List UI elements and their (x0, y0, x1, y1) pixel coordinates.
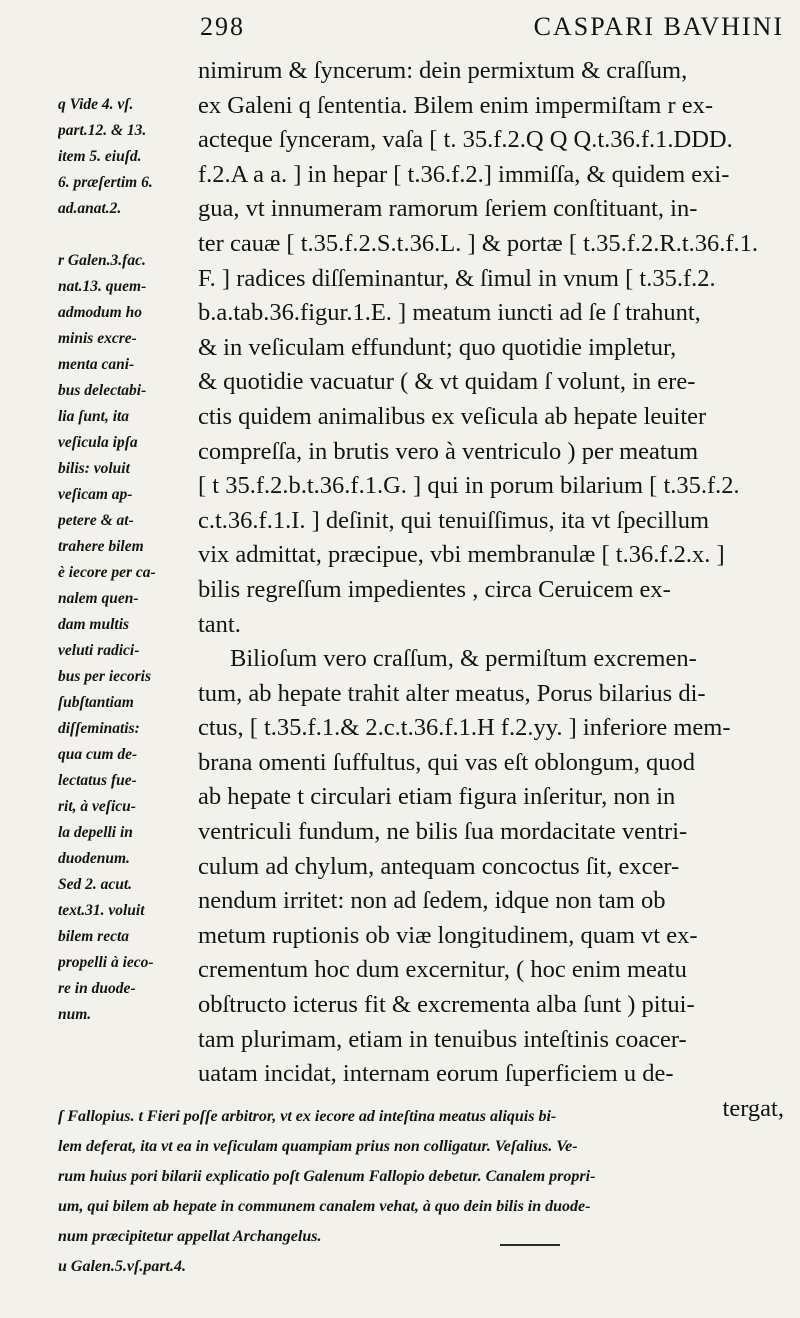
footnote-line: num præcipitetur appellat Archangelus. (58, 1228, 322, 1245)
margin-note-line: admodum ho (58, 304, 142, 321)
footnote-line: lem deferat, ita vt ea in veſiculam quampiam prius non colligatur. Veſalius. Ve- (58, 1138, 578, 1155)
text-line: bilis regreſſum impedientes , circa Ceruicem ex- (198, 575, 671, 603)
text-line: c.t.36.f.1.I. ] deſinit, qui tenuiſſimus, ita vt ſpecillum (198, 506, 710, 534)
margin-gap (58, 222, 194, 248)
margin-note-line: Sed 2. acut. (58, 876, 133, 893)
text-line: nimirum & ſyncerum: dein permixtum & craſſum, (198, 57, 688, 84)
text-line: brana omenti ſuffultus, qui vas eſt oblongum, quod (198, 748, 695, 776)
text-line: gua, vt innumeram ramorum ſeriem conſtituant, in- (198, 195, 698, 223)
text-line: compreſſa, in brutis vero à ventriculo ) per meatum (198, 437, 699, 465)
text-line: acteque ſynceram, vaſa [ t. 35.f.2.Q Q Q.t.36.f.1.DDD. (198, 126, 733, 154)
margin-note-line: minis excre- (58, 330, 137, 347)
margin-note-line: veluti radici- (58, 642, 140, 659)
text-line: Bilioſum vero craſſum, & permiſtum excremen- (230, 645, 697, 673)
text-line: F. ] radices diſſeminantur, & ſimul in vnum [ t.35.f.2. (198, 264, 716, 292)
margin-note-line: trahere bilem (58, 538, 144, 555)
text-line: tant. (198, 610, 241, 638)
text-line: ctis quidem animalibus ex veſicula ab hepate leuiter (198, 402, 707, 430)
margin-note-line: bilis: voluit (58, 460, 130, 477)
margin-note-line: rit, à veſicu- (58, 798, 136, 815)
running-head: CASPARI BAVHINI (533, 12, 784, 41)
margin-note-line: ſubſtantiam (58, 694, 134, 711)
margin-note-line: 6. præſertim 6. (58, 174, 153, 191)
margin-note-line: bus delectabi- (58, 382, 147, 399)
text-line: tergat, (722, 1094, 784, 1122)
margin-note-line: lia ſunt, ita (58, 408, 130, 425)
text-line: tum, ab hepate trahit alter meatus, Porus bilarius di- (198, 679, 706, 707)
margin-note-line: veſicula ipſa (58, 434, 138, 451)
margin-note-line: dam multis (58, 616, 130, 633)
margin-note-line: ad.anat.2. (58, 200, 122, 217)
margin-note-line: re in duode- (58, 980, 136, 997)
text-line: culum ad chylum, antequam concoctus ſit, excer- (198, 852, 680, 880)
margin-notes (58, 92, 194, 1028)
margin-note-line: r Galen.3.fac. (58, 252, 146, 269)
main-text (198, 54, 794, 1126)
text-line: ventriculi fundum, ne bilis ſua mordacitate ventri- (198, 818, 688, 846)
footnote-line: ſ Fallopius. t Fieri poſſe arbitror, vt ex iecore ad inteſtina meatus aliquis bi- (58, 1108, 557, 1125)
margin-note-line: bilem recta (58, 928, 130, 945)
margin-note-line: part.12. & 13. (58, 122, 147, 139)
footnotes (58, 1102, 794, 1282)
text-line: [ t 35.f.2.b.t.36.f.1.G. ] qui in porum bilarium [ t.35.f.2. (198, 472, 740, 500)
page-header (200, 8, 790, 48)
text-line: obſtructo icterus fit & excrementa alba ſunt ) pitui- (198, 991, 695, 1019)
ornamental-flourish (500, 1238, 560, 1246)
page-number: 298 (200, 12, 245, 41)
text-line: ter cauæ [ t.35.f.2.S.t.36.L. ] & portæ [ t.35.f.2.R.t.36.f.1. (198, 229, 759, 257)
margin-note-line: duodenum. (58, 850, 130, 867)
text-line: b.a.tab.36.figur.1.E. ] meatum iuncti ad ſe ſ trahunt, (198, 299, 701, 327)
margin-note-line: diſſeminatis: (58, 720, 140, 737)
margin-note-line: la depelli in (58, 824, 133, 841)
text-line: vix admittat, præcipue, vbi membranulæ [ t.36.f.2.x. ] (198, 541, 725, 569)
text-line: crementum hoc dum excernitur, ( hoc enim meatu (198, 956, 687, 984)
margin-note-line: item 5. eiuſd. (58, 148, 142, 165)
margin-note-line: text.31. voluit (58, 902, 145, 919)
text-line: tam plurimam, etiam in tenuibus inteſtinis coacer- (198, 1025, 687, 1053)
margin-note-line: nat.13. quem- (58, 278, 147, 295)
margin-note-line: propelli à ieco- (58, 954, 154, 971)
footnote-line: um, qui bilem ab hepate in communem canalem vehat, à quo dein bilis in duode- (58, 1198, 591, 1215)
margin-note-line: nalem quen- (58, 590, 139, 607)
text-line: nendum irritet: non ad ſedem, idque non tam ob (198, 887, 666, 915)
margin-note-line: q Vide 4. vſ. (58, 96, 134, 113)
margin-note-line: bus per iecoris (58, 668, 151, 685)
footnote-line: rum huius pori bilarii explicatio poſt Galenum Fallopio debetur. Canalem propri- (58, 1168, 596, 1185)
text-line: metum ruptionis ob viæ longitudinem, quam vt ex- (198, 921, 698, 949)
margin-note-line: veſicam ap- (58, 486, 133, 503)
text-line: ab hepate t circulari etiam figura inſeritur, non in (198, 783, 676, 811)
text-line: ctus, [ t.35.f.1.& 2.c.t.36.f.1.H f.2.yy. ] inferiore mem- (198, 714, 731, 742)
text-line: uatam incidat, internam eorum ſuperficiem u de- (198, 1060, 674, 1088)
margin-note-line: petere & at- (58, 512, 134, 529)
margin-note-line: menta cani- (58, 356, 135, 373)
margin-note-line: qua cum de- (58, 746, 138, 763)
margin-note-line: num. (58, 1006, 92, 1023)
text-line: & quotidie vacuatur ( & vt quidam ſ volunt, in ere- (198, 368, 696, 396)
text-line: f.2.A a a. ] in hepar [ t.36.f.2.] immiſſa, & quidem exi- (198, 160, 730, 188)
footnote-line: u Galen.5.vſ.part.4. (58, 1258, 186, 1275)
text-line: ex Galeni q ſententia. Bilem enim impermiſtam r ex- (198, 91, 714, 119)
margin-note-line: è iecore per ca- (58, 564, 156, 581)
text-line: & in veſiculam effundunt; quo quotidie impletur, (198, 333, 677, 361)
margin-note-line: lectatus fue- (58, 772, 137, 789)
